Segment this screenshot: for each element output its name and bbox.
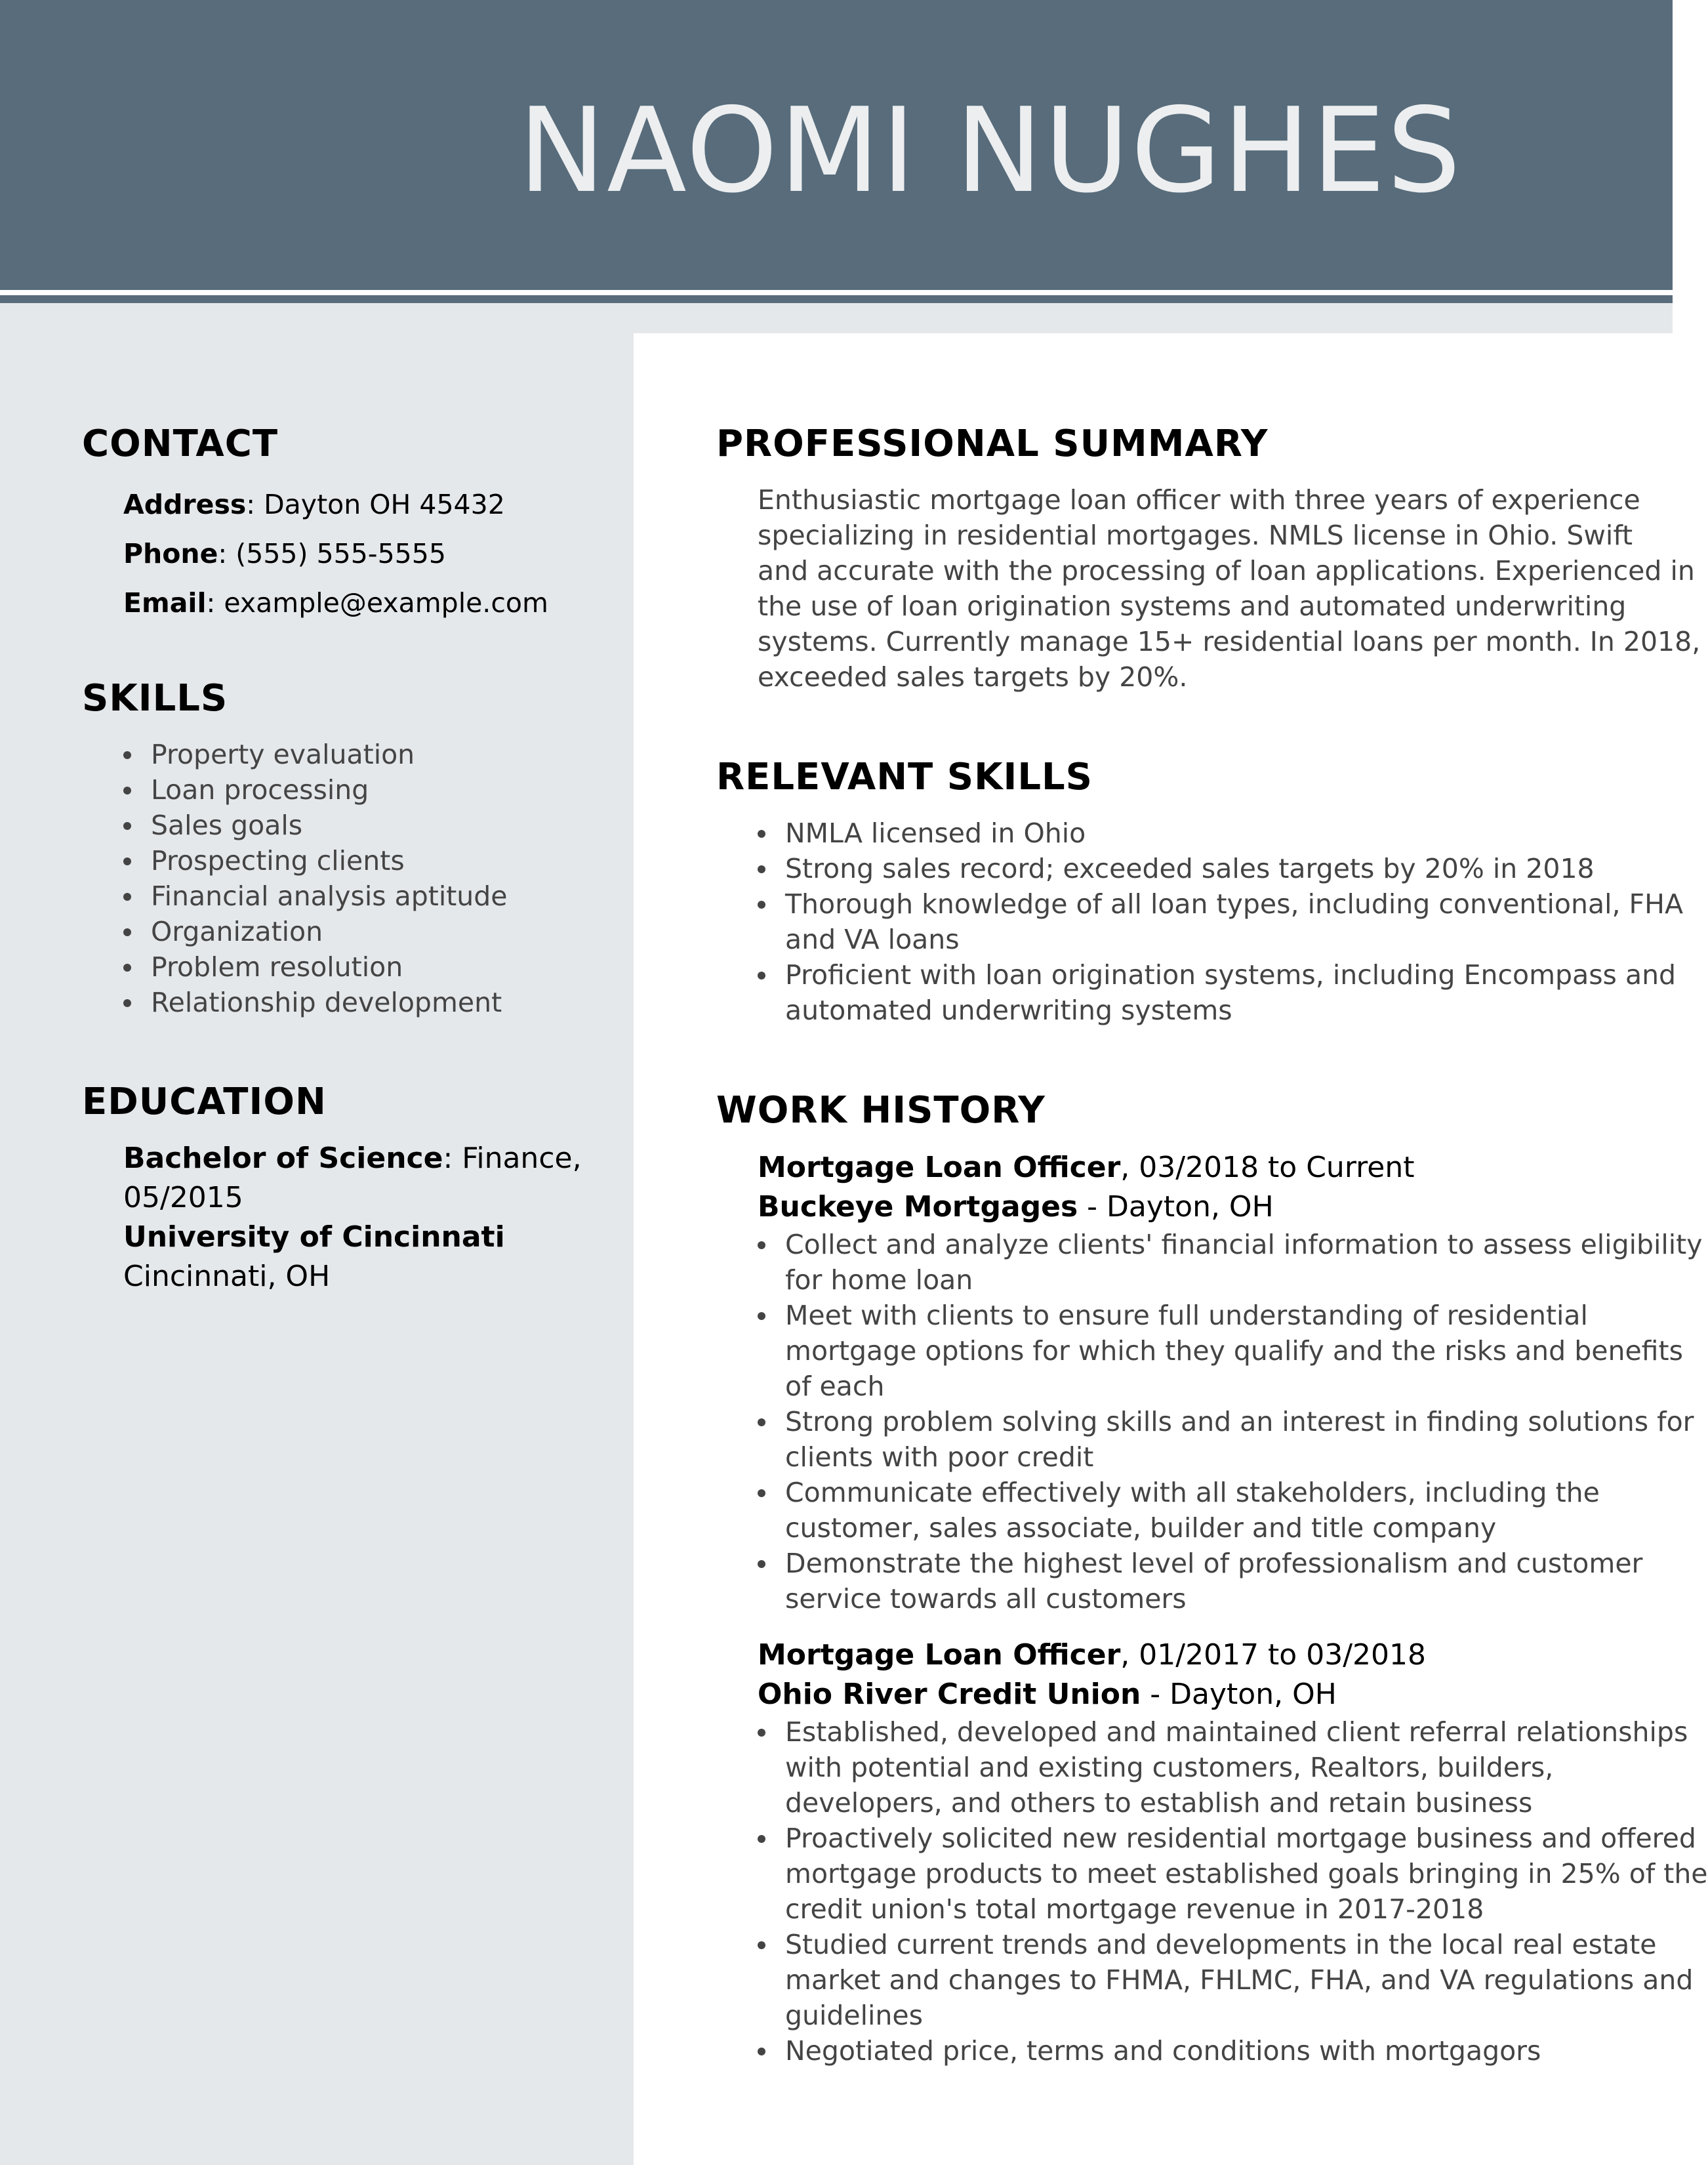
summary-line: specializing in residential mortgages. NMLS license in Ohio. Swift (758, 520, 1633, 551)
email-value: : example@example.com (206, 587, 548, 619)
job-company-line (758, 1675, 1676, 1714)
contact-email (123, 579, 609, 628)
contact-heading: CONTACT (82, 423, 279, 465)
list-item: NMLA licensed in Ohio (758, 815, 1676, 851)
list-item: Thorough knowledge of all loan types, including conventional, FHA and VA loans (758, 886, 1676, 957)
job-company: Ohio River Credit Union (758, 1678, 1141, 1711)
contact-address (123, 480, 609, 529)
list-item: Problem resolution (123, 949, 609, 985)
summary-line: and accurate with the processing of loan applications. Experienced in (758, 555, 1695, 587)
address-label: Address (123, 489, 247, 520)
list-item: Property evaluation (123, 737, 609, 772)
summary-line: the use of loan origination systems and automated underwriting (758, 590, 1627, 622)
degree-separator: , (572, 1142, 582, 1175)
list-item: Sales goals (123, 808, 609, 843)
job-title-line (758, 1148, 1676, 1187)
skills-heading: SKILLS (82, 677, 228, 720)
phone-label: Phone (123, 538, 218, 569)
job-duties-list (758, 1714, 1708, 2069)
header-banner (0, 0, 1673, 290)
job-dates: , 03/2018 to Current (1120, 1151, 1415, 1184)
job-title: Mortgage Loan Officer (758, 1151, 1121, 1184)
summary-line: systems. Currently manage 15+ residential loans per month. In 2018, (758, 626, 1701, 657)
list-item: Relationship development (123, 985, 609, 1020)
job-title-line (758, 1636, 1676, 1675)
list-item: Proficient with loan origination systems, including Encompass and automated underwriting systems (758, 957, 1676, 1028)
contact-section (123, 480, 609, 628)
list-item: Collect and analyze clients' financial information to assess eligibility for home loan (758, 1227, 1676, 1298)
list-item: Loan processing (123, 772, 609, 808)
list-item: Communicate effectively with all stakeholders, including the customer, sales associate, builder and title company (758, 1475, 1676, 1546)
list-item: Prospecting clients (123, 843, 609, 878)
list-item: Organization (123, 914, 609, 949)
education-entry (123, 1139, 609, 1296)
job-title: Mortgage Loan Officer (758, 1638, 1121, 1672)
job-location: - Dayton, OH (1141, 1678, 1337, 1711)
summary-line: exceeded sales targets by 20%. (758, 661, 1188, 693)
school-location: Cincinnati, OH (123, 1260, 331, 1293)
graduation-date: 05/2015 (123, 1181, 243, 1214)
degree: Bachelor of Science (123, 1142, 443, 1175)
job-location: - Dayton, OH (1078, 1190, 1274, 1224)
summary-text (758, 482, 1701, 695)
skills-list (123, 737, 609, 1020)
address-value: : Dayton OH 45432 (246, 489, 505, 520)
list-item: Demonstrate the highest level of professionalism and customer service towards all customers (758, 1546, 1676, 1617)
list-item: Studied current trends and developments in the local real estate market and changes to FHMA, FHLMC, FHA, and VA regulations and guidelines (758, 1927, 1676, 2033)
degree-line (123, 1139, 609, 1178)
work-history-heading: WORK HISTORY (716, 1089, 1046, 1132)
degree-field: : Finance (443, 1142, 573, 1175)
job-entry (758, 1636, 1708, 2069)
main-column (676, 333, 1708, 2144)
list-item: Established, developed and maintained client referral relationships with potential and existing customers, Realtors, builders, developers, and others to establish and retain business (758, 1714, 1676, 1821)
list-item: Strong problem solving skills and an interest in finding solutions for clients with poor credit (758, 1404, 1676, 1475)
candidate-name: NAOMI NUGHES (518, 83, 1463, 218)
list-item: Negotiated price, terms and conditions with mortgagors (758, 2033, 1676, 2069)
job-entry (758, 1148, 1703, 1617)
school-name: University of Cincinnati (123, 1220, 505, 1254)
education-heading: EDUCATION (82, 1081, 327, 1123)
job-company: Buckeye Mortgages (758, 1190, 1078, 1224)
list-item: Financial analysis aptitude (123, 878, 609, 914)
summary-line: Enthusiastic mortgage loan officer with three years of experience (758, 484, 1640, 516)
job-duties-list (758, 1227, 1703, 1617)
job-dates: , 01/2017 to 03/2018 (1120, 1638, 1426, 1672)
header-divider (0, 295, 1673, 303)
list-item: Meet with clients to ensure full understanding of residential mortgage options for which they qualify and the risks and benefits of each (758, 1298, 1676, 1404)
summary-heading: PROFESSIONAL SUMMARY (716, 423, 1269, 465)
list-item: Proactively solicited new residential mortgage business and offered mortgage products to meet established goals bringing in 25% of the credit union's total mortgage revenue in 2017-2018 (758, 1821, 1676, 1927)
relevant-skills-heading: RELEVANT SKILLS (716, 756, 1093, 798)
contact-phone (123, 529, 609, 579)
job-company-line (758, 1187, 1676, 1227)
phone-value: : (555) 555-5555 (218, 538, 446, 569)
relevant-skills-list (758, 815, 1683, 1028)
header-gap-strip (634, 303, 1673, 333)
list-item: Strong sales record; exceeded sales targets by 20% in 2018 (758, 851, 1676, 886)
email-label: Email (123, 587, 207, 619)
